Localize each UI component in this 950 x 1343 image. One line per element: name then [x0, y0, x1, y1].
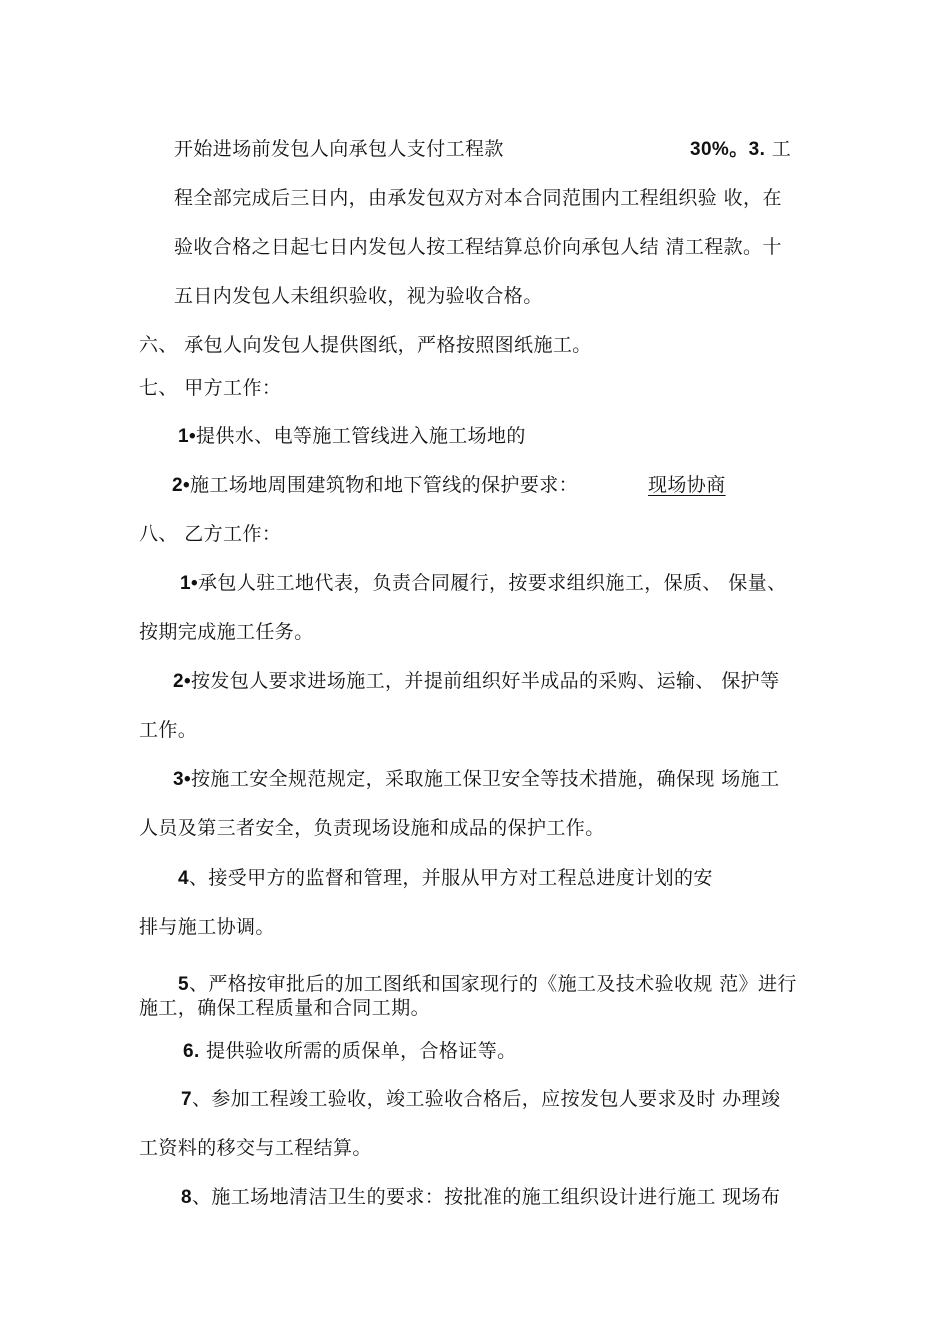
item-text: 按发包人要求进场施工，并提前组织好半成品的采购、运输、 保护等: [191, 670, 780, 692]
item-number: 8: [181, 1187, 192, 1208]
section-6-heading: 六、 承包人向发包人提供图纸，严格按照图纸施工。: [139, 334, 592, 356]
section-8-item-6: [183, 1039, 517, 1064]
item-text: 、接受甲方的监督和管理，并服从甲方对工程总进度计划的安: [188, 867, 713, 889]
item-text: 承包人驻工地代表，负责合同履行，按要求组织施工，保质、 保量、: [198, 572, 787, 594]
protection-requirement-value: 现场协商: [648, 474, 726, 496]
section-8-item-2: [173, 669, 779, 694]
payment-text: 开始进场前发包人向承包人支付工程款: [174, 138, 504, 160]
item-text: 、参加工程竣工验收，竣工验收合格后，应按发包人要求及时 办理竣: [191, 1088, 781, 1110]
section-8-item-3: [173, 767, 779, 792]
item-continuation: 人员及第三者安全，负责现场设施和成品的保护工作。: [139, 817, 605, 839]
item-continuation: 施工，确保工程质量和合同工期。: [139, 997, 431, 1019]
payment-continue: 工: [771, 138, 792, 160]
item-number: 5: [178, 974, 189, 995]
item-number: 2•: [173, 671, 192, 692]
item-text: 施工场地周围建筑物和地下管线的保护要求：: [190, 474, 579, 496]
payment-line: [174, 137, 504, 161]
section-8-item-7: [181, 1087, 780, 1112]
section-7-item-2: [172, 473, 578, 498]
item-number: 6.: [183, 1041, 200, 1062]
item-number: 1•: [178, 426, 197, 447]
item-continuation: 工资料的移交与工程结算。: [139, 1137, 372, 1159]
item-text: 提供水、电等施工管线进入施工场地的: [196, 425, 526, 447]
paragraph-line: 程全部完成后三日内，由承发包双方对本合同范围内工程组织验 收，在: [174, 187, 782, 209]
item-continuation: 按期完成施工任务。: [139, 621, 314, 643]
section-8-item-1: [180, 571, 786, 596]
payment-percent: 30%。3.: [690, 139, 766, 160]
paragraph-line: 五日内发包人未组织验收，视为验收合格。: [174, 285, 543, 307]
item-number: 4: [178, 868, 189, 889]
item-text: 按施工安全规范规定，采取施工保卫安全等技术措施，确保现 场施工: [191, 768, 780, 790]
section-8-heading: 八、 乙方工作：: [139, 523, 282, 545]
item-text: 、严格按审批后的加工图纸和国家现行的《施工及技术验收规 范》进行: [188, 973, 797, 995]
item-continuation: 排与施工协调。: [139, 916, 275, 938]
item-number: 3•: [173, 769, 192, 790]
payment-percent-line: [690, 137, 791, 162]
section-7-item-1: [178, 424, 526, 449]
item-number: 7: [181, 1089, 192, 1110]
section-7-heading: 七、 甲方工作：: [139, 377, 282, 399]
section-8-item-5: [178, 972, 797, 997]
item-text: 提供验收所需的质保单，合格证等。: [199, 1040, 517, 1062]
item-number: 1•: [180, 573, 199, 594]
item-number: 2•: [172, 475, 191, 496]
paragraph-line: 验收合格之日起七日内发包人按工程结算总价向承包人结 清工程款。十: [174, 236, 782, 258]
item-continuation: 工作。: [139, 719, 198, 741]
section-8-item-8: [181, 1185, 780, 1210]
section-8-item-4: [178, 866, 713, 891]
item-text: 、施工场地清洁卫生的要求：按批准的施工组织设计进行施工 现场布: [191, 1186, 781, 1208]
